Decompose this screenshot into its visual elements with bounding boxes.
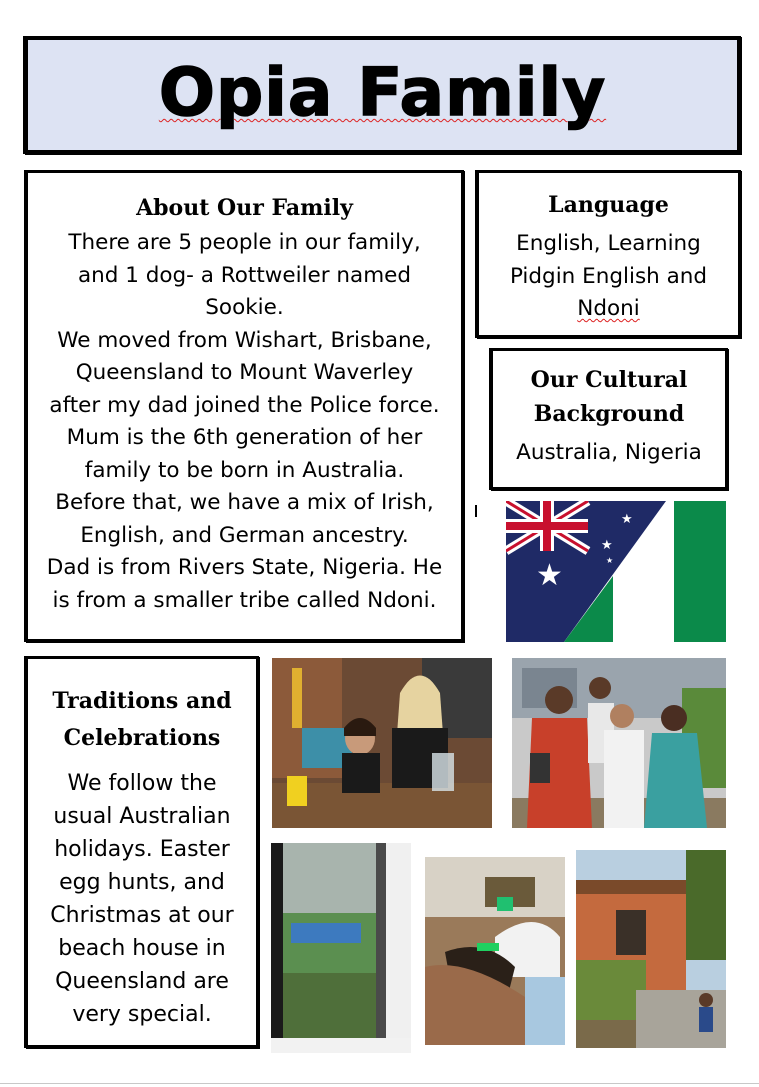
traditions-section xyxy=(25,656,259,1048)
svg-text:★: ★ xyxy=(536,558,563,593)
about-line: There are 5 people in our family, xyxy=(68,230,421,255)
dog-photo xyxy=(425,857,565,1045)
about-line: We moved from Wishart, Brisbane, xyxy=(57,327,432,353)
culture-heading xyxy=(493,363,725,431)
about-section xyxy=(25,170,464,642)
traditions-line: holidays. Easter xyxy=(54,837,230,862)
about-line: Sookie. xyxy=(205,295,284,320)
language-line: Pidgin English and xyxy=(509,263,708,289)
language-text xyxy=(479,228,738,326)
family-group-photo xyxy=(512,658,726,828)
page-title: Opia Family xyxy=(158,54,607,131)
svg-text:★: ★ xyxy=(606,556,614,565)
about-line: is from a smaller tribe called Ndoni. xyxy=(52,587,437,613)
about-heading: About Our Family xyxy=(136,195,353,221)
building-photo xyxy=(576,850,726,1048)
about-line: after my dad joined the Police force. xyxy=(49,392,440,418)
about-line: family to be born in Australia. xyxy=(84,457,405,483)
about-line: English, and German ancestry. xyxy=(80,522,409,548)
about-line: Queensland to Mount Waverley xyxy=(75,360,414,385)
traditions-line: Christmas at our xyxy=(50,903,234,928)
restaurant-photo xyxy=(272,658,492,828)
traditions-line: egg hunts, and xyxy=(59,870,225,895)
about-line: Dad is from Rivers State, Nigeria. He xyxy=(46,555,443,580)
traditions-heading xyxy=(28,683,256,757)
title-banner xyxy=(24,36,741,154)
garden-window-photo xyxy=(271,843,411,1053)
svg-text:★: ★ xyxy=(624,556,635,570)
about-text xyxy=(28,227,461,617)
traditions-text xyxy=(28,767,256,1031)
about-line: and 1 dog- a Rottweiler named xyxy=(77,262,412,288)
culture-heading-line: Our Cultural xyxy=(530,367,688,393)
text-cursor-mark xyxy=(475,505,477,517)
traditions-line: usual Australian xyxy=(53,804,231,829)
svg-text:★: ★ xyxy=(621,512,633,527)
flag-collage-image xyxy=(506,501,726,642)
culture-text: Australia, Nigeria xyxy=(516,440,702,465)
traditions-line: We follow the xyxy=(67,771,217,796)
language-line: Ndoni xyxy=(577,296,640,321)
language-heading: Language xyxy=(548,192,669,218)
svg-text:★: ★ xyxy=(601,538,613,553)
traditions-line: Queensland are xyxy=(55,969,229,994)
traditions-heading-line: Celebrations xyxy=(63,725,221,751)
about-line: Before that, we have a mix of Irish, xyxy=(55,490,434,515)
traditions-line: very special. xyxy=(72,1002,212,1027)
culture-heading-line: Background xyxy=(533,401,685,427)
traditions-heading-line: Traditions and xyxy=(52,688,232,714)
language-section xyxy=(476,170,741,338)
traditions-line: beach house in xyxy=(58,936,226,961)
culture-section xyxy=(490,348,728,490)
language-line: English, Learning xyxy=(516,231,701,256)
page-bottom-rule xyxy=(0,1083,759,1084)
about-line: Mum is the 6th generation of her xyxy=(66,425,423,450)
